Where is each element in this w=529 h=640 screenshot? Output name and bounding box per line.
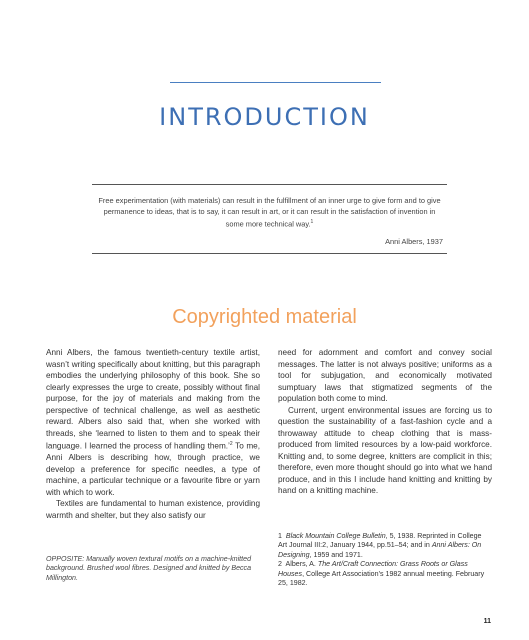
endnote-title: Black Mountain College Bulletin <box>285 532 386 540</box>
paragraph <box>46 498 260 521</box>
top-rule <box>170 82 381 83</box>
endnote-number: 2 <box>278 560 282 569</box>
paragraph <box>46 347 260 498</box>
endnote-number: 1 <box>278 532 282 540</box>
paragraph: need for adornment and comfort and convey social messages. The latter is not always positive; uniforms as a tool for subjugation, and economically motivated sumptuary laws that stigmatized segments of the population both come to mind. <box>278 348 492 403</box>
paragraph-text: Anni Albers, the famous twentieth-century textile artist, wasn’t writing specifically about knitting, but this paragraph embodies the underlying philosophy of this book. She so clearly expresses the urge to create, possibly without final purpose, for the joy of materials and making from the perspective of technical challenge, as well as aesthetic reward. Albers also said that, when she worked with threads, she ‘learned to listen to them and to speak their language. I learned the process of handling them.’ <box>46 348 260 451</box>
copyright-watermark: Copyrighted material <box>172 306 357 328</box>
paragraph-text: To me, Anni Albers is describing how, through practice, we develop a preference for specific needles, a type of machine, a particular technique or a favourite fibre or yarn with which to work. <box>46 441 260 497</box>
page-number: 11 <box>483 618 491 625</box>
body-column-left <box>46 347 260 521</box>
endnote <box>278 560 492 588</box>
epigraph-text: Free experimentation (with materials) can result in the fulfillment of an inner urge to give form and to give permanence to ideas, that is to say, it can result in art, or it can result in the satisfaction of invention in some more technical way. <box>98 196 441 229</box>
body-column-right <box>278 347 492 497</box>
endnote-text: Albers, A. <box>285 560 318 569</box>
endnote <box>278 532 492 560</box>
endnote-title: Anni Albers: On Designing <box>278 541 482 559</box>
endnote-text: , College Art Association’s 1982 annual meeting. February 25, 1982. <box>278 569 485 588</box>
paragraph: Current, urgent environmental issues are forcing us to question the sustainability of a fast-fashion cycle and a throwaway attitude to cheap clothing that is mass-produced from limited resources by a low-paid workforce. Knitting and, to some degree, knitters are complicit in this; therefore, even more thought should go into what we hand produce, and in this I include hand knitting and knitting by hand on a knitting machine. <box>278 405 492 495</box>
epigraph-note-ref: 1 <box>310 219 314 225</box>
paragraph-text: Textiles are fundamental to human existence, providing warmth and shelter, but they also satisfy our <box>46 499 260 520</box>
image-caption: OPPOSITE: Manually woven textural motifs on a machine-knitted background. Brushed wool fibres. Designed and knitted by Becca Millington. <box>46 555 252 582</box>
endnote-title: The Art/Craft Connection: Grass Roots or Glass Houses <box>278 560 468 578</box>
epigraph-quote <box>98 195 441 229</box>
footnote-ref: 2 <box>229 441 233 447</box>
endnote-text: , 5, 1938. Reprinted in College Art Journal III:2, January 1944, pp.51–54; and in <box>278 532 482 550</box>
epigraph-attribution: Anni Albers, 1937 <box>385 237 443 246</box>
quote-rule-top <box>92 184 447 185</box>
endnote-text: , 1959 and 1971. <box>309 550 363 559</box>
chapter-title: INTRODUCTION <box>159 103 370 131</box>
endnotes <box>278 532 492 588</box>
quote-rule-bottom <box>92 253 447 254</box>
